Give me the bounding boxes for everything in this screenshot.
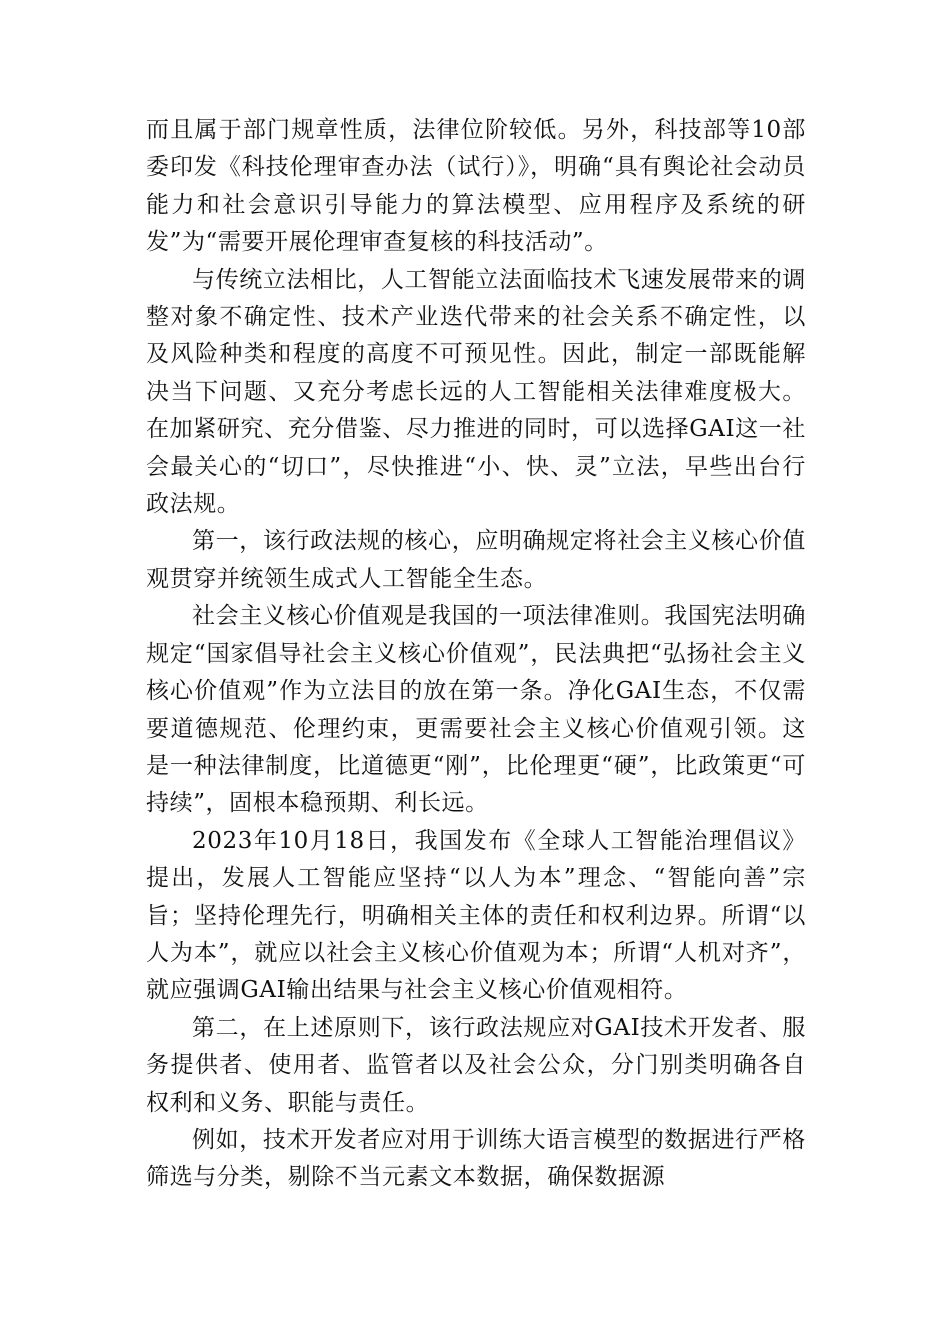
paragraph-legislation-comparison: 与传统立法相比，人工智能立法面临技术飞速发展带来的调整对象不确定性、技术产业迭代带来的社会关系不确定性，以及风险种类和程度的高度不可预见性。因此，制定一部既能解决当下问题、又充分考虑长远的人工智能相关法律难度极大。在加紧研究、充分借鉴、尽力推进的同时，可以选择GAI这一社会最关心的“切口”，尽快推进“小、快、灵”立法，早些出台行政法规。 [146, 266, 806, 518]
paragraph-global-initiative: 2023年10月18日，我国发布《全球人工智能治理倡议》提出，发展人工智能应坚持“以人为本”理念、“智能向善”宗旨；坚持伦理先行，明确相关主体的责任和权利边界。所谓“以人为本”，就应以社会主义核心价值观为本；所谓“人机对齐”，就应强调GAI输出结果与社会主义核心价值观相符。 [146, 827, 806, 1004]
paragraph-first-point: 第一，该行政法规的核心，应明确规定将社会主义核心价值观贯穿并统领生成式人工智能全生态。 [146, 528, 806, 592]
paragraph-core-values: 社会主义核心价值观是我国的一项法律准则。我国宪法明确规定“国家倡导社会主义核心价值观”，民法典把“弘扬社会主义核心价值观”作为立法目的放在第一条。净化GAI生态，不仅需要道德规范、伦理约束，更需要社会主义核心价值观引领。这是一种法律制度，比道德更“刚”，比伦理更“硬”，比政策更“可持续”，固根本稳预期、利长远。 [146, 603, 806, 817]
document-body [146, 112, 806, 1197]
paragraph-continuation: 而且属于部门规章性质，法律位阶较低。另外，科技部等10部委印发《科技伦理审查办法（试行）》，明确“具有舆论社会动员能力和社会意识引导能力的算法模型、应用程序及系统的研发”为“需要开展伦理审查复核的科技活动”。 [146, 117, 806, 256]
paragraph-second-point: 第二，在上述原则下，该行政法规应对GAI技术开发者、服务提供者、使用者、监管者以及社会公众，分门别类明确各自权利和义务、职能与责任。 [146, 1014, 806, 1116]
paragraph-example: 例如，技术开发者应对用于训练大语言模型的数据进行严格筛选与分类，剔除不当元素文本数据，确保数据源 [146, 1126, 806, 1191]
